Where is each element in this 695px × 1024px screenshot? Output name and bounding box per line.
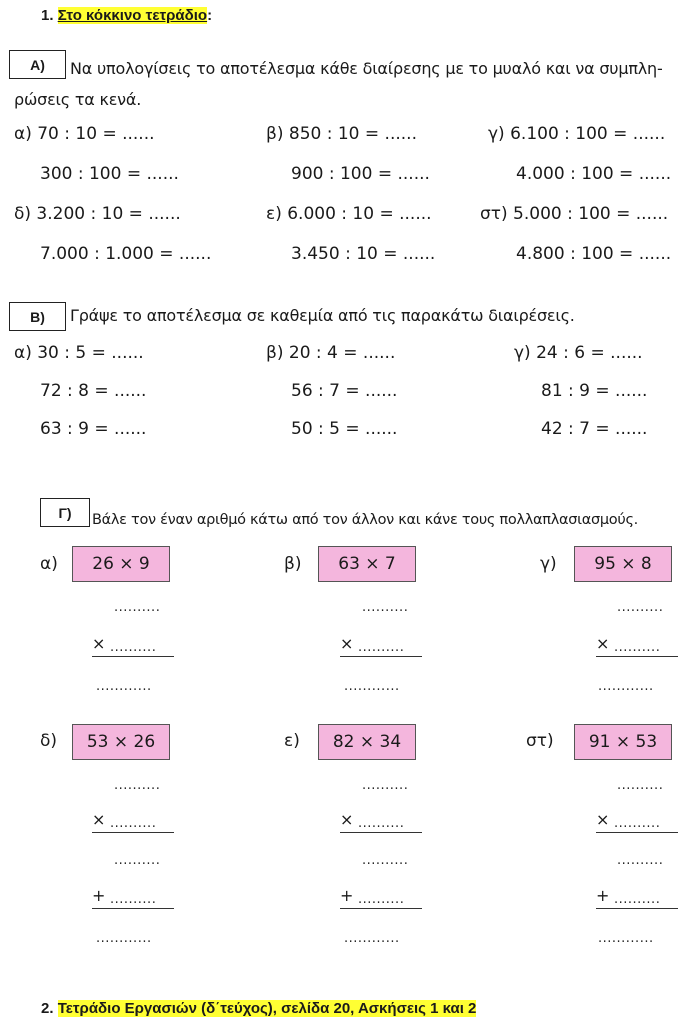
work-dots-a-2: .......... — [110, 640, 157, 655]
work-dots-b-3: ............ — [344, 679, 400, 694]
work-rule-e-2 — [340, 908, 422, 909]
problem-a-2-1: 300 : 100 = ...... — [40, 164, 179, 184]
problem-b-2-2: 56 : 7 = ...... — [291, 381, 398, 401]
problem-a-3-3: στ) 5.000 : 100 = ...... — [480, 204, 669, 224]
problem-a-4-3: 4.800 : 100 = ...... — [516, 244, 672, 264]
times-sign-e: × — [340, 810, 354, 829]
section-a-label: A) — [9, 50, 66, 79]
work-dots-e-1: .......... — [362, 778, 409, 793]
mult-label-f: στ) — [526, 731, 554, 751]
problem-a-2-3: 4.000 : 100 = ...... — [516, 164, 672, 184]
problem-b-2-3: 81 : 9 = ...... — [541, 381, 648, 401]
work-dots-e-4: .......... — [358, 892, 405, 907]
mult-label-d: δ) — [40, 731, 58, 751]
problem-a-2-2: 900 : 100 = ...... — [291, 164, 430, 184]
work-rule-d-2 — [92, 908, 174, 909]
work-dots-f-3: .......... — [617, 853, 664, 868]
times-sign-c: × — [596, 634, 610, 653]
mult-expression-c: 95 × 8 — [574, 546, 672, 582]
problem-a-3-1: δ) 3.200 : 10 = ...... — [14, 204, 181, 224]
work-dots-e-3: .......... — [362, 853, 409, 868]
section-c-label: Γ) — [40, 498, 90, 527]
work-dots-b-1: .......... — [362, 600, 409, 615]
problem-b-3-3: 42 : 7 = ...... — [541, 419, 648, 439]
section-a-instruction-line2: ρώσεις τα κενά. — [14, 90, 142, 109]
problem-b-1-1: α) 30 : 5 = ...... — [14, 343, 144, 363]
work-dots-c-1: .......... — [617, 600, 664, 615]
work-rule-e-1 — [340, 832, 422, 833]
mult-expression-a: 26 × 9 — [72, 546, 170, 582]
task-1-colon: : — [207, 7, 213, 24]
work-rule-c — [596, 656, 678, 657]
problem-a-4-1: 7.000 : 1.000 = ...... — [40, 244, 212, 264]
work-dots-f-4: .......... — [614, 892, 661, 907]
work-dots-c-2: .......... — [614, 640, 661, 655]
work-rule-f-1 — [596, 832, 678, 833]
work-dots-e-5: ............ — [344, 931, 400, 946]
work-dots-f-5: ............ — [598, 931, 654, 946]
mult-label-c: γ) — [540, 554, 557, 574]
problem-a-4-2: 3.450 : 10 = ...... — [291, 244, 436, 264]
mult-label-b: β) — [284, 554, 302, 574]
problem-a-1-1: α) 70 : 10 = ...... — [14, 124, 155, 144]
times-sign-f: × — [596, 810, 610, 829]
work-dots-a-1: .......... — [114, 600, 161, 615]
problem-b-2-1: 72 : 8 = ...... — [40, 381, 147, 401]
task-2-title: Τετράδιο Εργασιών (δ΄τεύχος), σελίδα 20, Ασκήσεις 1 και 2 — [57, 1000, 477, 1017]
problem-b-3-1: 63 : 9 = ...... — [40, 419, 147, 439]
problem-a-1-3: γ) 6.100 : 100 = ...... — [488, 124, 666, 144]
task-1-heading — [41, 7, 212, 24]
mult-expression-b: 63 × 7 — [318, 546, 416, 582]
work-rule-b — [340, 656, 422, 657]
mult-expression-d: 53 × 26 — [72, 724, 170, 760]
work-dots-d-5: ............ — [96, 931, 152, 946]
section-b-label: B) — [9, 302, 66, 331]
work-dots-a-3: ............ — [96, 679, 152, 694]
times-sign-a: × — [92, 634, 106, 653]
plus-sign-f: + — [596, 886, 610, 905]
work-rule-a — [92, 656, 174, 657]
plus-sign-e: + — [340, 886, 354, 905]
work-dots-e-2: .......... — [358, 816, 405, 831]
task-2-heading — [41, 1000, 476, 1017]
problem-b-3-2: 50 : 5 = ...... — [291, 419, 398, 439]
work-rule-d-1 — [92, 832, 174, 833]
times-sign-d: × — [92, 810, 106, 829]
work-dots-c-3: ............ — [598, 679, 654, 694]
work-dots-d-3: .......... — [114, 853, 161, 868]
problem-b-1-3: γ) 24 : 6 = ...... — [514, 343, 643, 363]
work-dots-d-1: .......... — [114, 778, 161, 793]
work-dots-b-2: .......... — [358, 640, 405, 655]
work-dots-d-4: .......... — [110, 892, 157, 907]
task-1-number: 1. — [41, 7, 54, 24]
problem-a-1-2: β) 850 : 10 = ...... — [266, 124, 417, 144]
work-dots-f-2: .......... — [614, 816, 661, 831]
work-dots-d-2: .......... — [110, 816, 157, 831]
problem-a-3-2: ε) 6.000 : 10 = ...... — [266, 204, 432, 224]
section-b-instruction: Γράψε το αποτέλεσμα σε καθεμία από τις παρακάτω διαιρέσεις. — [70, 306, 575, 325]
work-rule-f-2 — [596, 908, 678, 909]
mult-label-a: α) — [40, 554, 58, 574]
section-c-instruction: Βάλε τον έναν αριθμό κάτω από τον άλλον και κάνε τους πολλαπλασιασμούς. — [92, 512, 638, 528]
task-2-number: 2. — [41, 1000, 54, 1017]
task-1-title: Στο κόκκινο τετράδιο — [57, 7, 208, 24]
work-dots-f-1: .......... — [617, 778, 664, 793]
mult-expression-f: 91 × 53 — [574, 724, 672, 760]
mult-label-e: ε) — [284, 731, 300, 751]
problem-b-1-2: β) 20 : 4 = ...... — [266, 343, 396, 363]
mult-expression-e: 82 × 34 — [318, 724, 416, 760]
section-a-instruction-line1: Να υπολογίσεις το αποτέλεσμα κάθε διαίρεσης με το μυαλό και να συμπλη- — [70, 59, 663, 78]
plus-sign-d: + — [92, 886, 106, 905]
times-sign-b: × — [340, 634, 354, 653]
